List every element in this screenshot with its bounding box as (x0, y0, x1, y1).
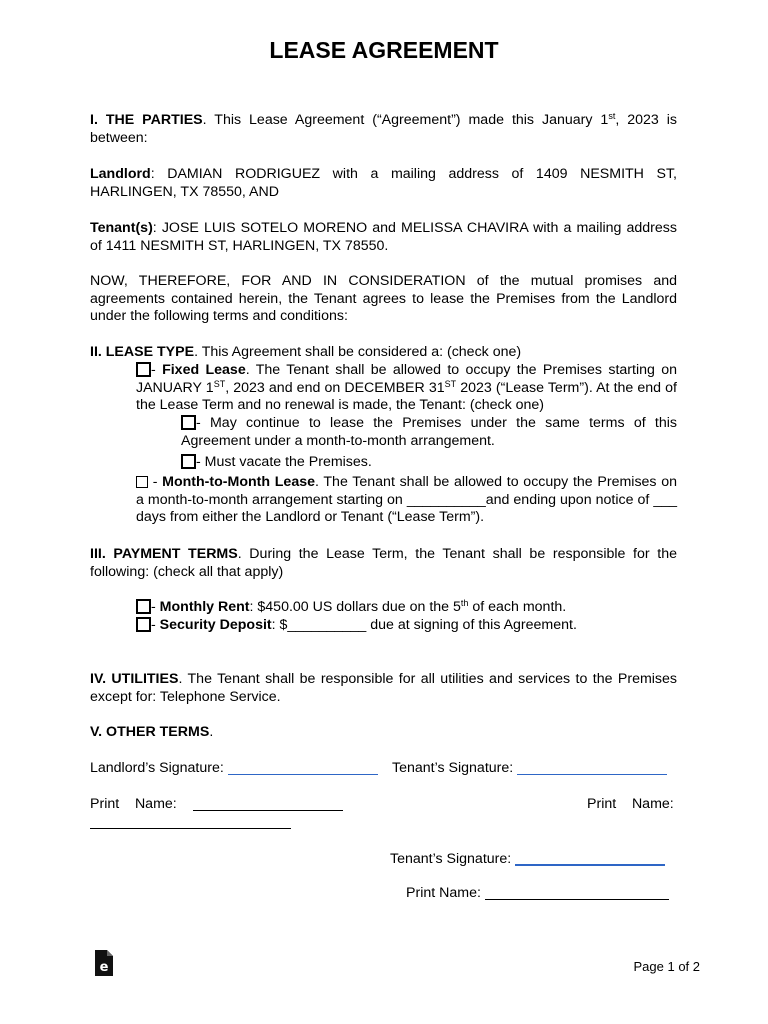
payment-paragraph (90, 546, 677, 581)
tenant-print-name-label: Print Name: (587, 796, 674, 812)
tenant-signature-field[interactable] (517, 760, 667, 775)
parties-text-1: . This Lease Agreement (“Agreement”) made this January 1 (202, 112, 609, 128)
month-lease-paragraph (136, 474, 677, 527)
option-continue-checkbox[interactable] (181, 415, 196, 430)
monthly-rent-checkbox[interactable] (136, 599, 151, 614)
landlord-text: : DAMIAN RODRIGUEZ with a mailing address of 1409 NESMITH ST, HARLINGEN, TX 78550, AND (90, 166, 677, 200)
landlord-signature-field[interactable] (228, 760, 378, 775)
consideration-paragraph: NOW, THEREFORE, FOR AND IN CONSIDERATION of the mutual promises and agreements contained herein, the Tenant agrees to lease the Premises from the Landlord under the following terms and conditions: (90, 273, 677, 324)
tenant-signature-2-field[interactable] (515, 850, 665, 866)
option-vacate-paragraph (181, 454, 677, 472)
fixed-lease-label: Fixed Lease (162, 362, 246, 378)
security-deposit-label: Security Deposit (159, 617, 272, 633)
security-deposit-line: - Security Deposit: $__________ due at signing of this Agreement. (136, 617, 577, 635)
parties-sup: st (608, 111, 616, 121)
landlord-print-name-row (90, 796, 343, 814)
tenants-label: Tenant(s) (90, 220, 153, 236)
monthly-rent-text-2: of each month. (468, 599, 567, 615)
fixed-lease-text-1: . The Tenant shall be allowed to occupy the Premises starting on JANUARY 1 (136, 362, 678, 396)
option-continue-paragraph (181, 415, 677, 450)
parties-heading: I. THE PARTIES (90, 112, 203, 128)
other-terms-period: . (209, 724, 214, 740)
fixed-lease-text-2: , 2023 and end on DECEMBER 31 (225, 379, 445, 396)
monthly-rent-sup: th (460, 598, 469, 608)
security-deposit-text-1: : $ (271, 617, 288, 633)
svg-text:e: e (99, 960, 109, 975)
month-lease-dash: - (148, 474, 163, 490)
document-title: LEASE AGREEMENT (269, 37, 499, 63)
payment-heading: III. PAYMENT TERMS (90, 546, 238, 562)
payment-text: . During the Lease Term, the Tenant shall be responsible for the following: (check all that apply) (90, 546, 677, 580)
security-deposit-checkbox[interactable] (136, 617, 151, 632)
month-lease-label: Month-to-Month Lease (162, 474, 315, 490)
fixed-lease-paragraph (136, 362, 677, 415)
tenants-text: : JOSE LUIS SOTELO MORENO and MELISSA CHAVIRA with a mailing address of 1411 NESMITH ST, HARLINGEN, TX 78550. (90, 220, 677, 254)
landlord-label: Landlord (90, 166, 151, 182)
tenant-print-name-2-field[interactable] (485, 885, 669, 900)
parties-text-2: , 2023 is between: (90, 112, 677, 146)
lease-type-heading: II. LEASE TYPE (90, 344, 195, 360)
monthly-rent-label: Monthly Rent (159, 599, 250, 615)
month-lease-text-3: days from either the Landlord or Tenant (“Lease Term”). (136, 509, 485, 525)
tenant-signature-label: Tenant’s Signature: (392, 760, 514, 776)
tenant-print-name-2-label: Print Name: (406, 885, 481, 901)
utilities-heading: IV. UTILITIES (90, 671, 179, 687)
tenant-print-name-field[interactable] (90, 814, 291, 829)
tenant-signature-2-label: Tenant’s Signature: (390, 851, 512, 867)
tenant-print-name-2-row (406, 885, 669, 903)
lease-type-paragraph (90, 344, 677, 362)
landlord-paragraph (90, 166, 677, 201)
tenants-paragraph (90, 220, 677, 255)
option-vacate-text: - Must vacate the Premises. (196, 454, 372, 470)
tenant-signature-row (392, 760, 667, 778)
fixed-lease-checkbox[interactable] (136, 362, 151, 377)
landlord-signature-row (90, 760, 378, 778)
parties-paragraph (90, 112, 677, 147)
landlord-print-name-label: Print Name: (90, 796, 177, 812)
tenant-signature-2-row (390, 850, 665, 869)
fixed-lease-text-3: 2023 (“Lease Term”). At the end of the Lease Term and no renewal is made, the Tenant: (check one) (136, 379, 677, 413)
month-lease-text-1: . The Tenant shall be allowed to occupy the Premises on a month-to-month arrangement starting on (136, 474, 678, 508)
page-number: Page 1 of 2 (633, 959, 700, 974)
landlord-print-name-field[interactable] (193, 796, 343, 811)
monthly-rent-line: - Monthly Rent: $450.00 US dollars due on the 5th of each month. (136, 599, 566, 617)
utilities-text: . The Tenant shall be responsible for all utilities and services to the Premises except for: Telephone Service. (90, 671, 678, 705)
option-continue-text: - May continue to lease the Premises under the same terms of this Agreement under a month-to-month arrangement. (181, 415, 677, 449)
lease-type-text: . This Agreement shall be considered a: (check one) (194, 344, 522, 360)
fixed-lease-sup-2: ST (444, 378, 457, 389)
eforms-logo-icon (93, 949, 115, 977)
landlord-signature-label: Landlord’s Signature: (90, 760, 224, 776)
monthly-rent-text-1: : $450.00 US dollars due on the 5 (249, 599, 461, 615)
option-vacate-checkbox[interactable] (181, 454, 196, 469)
month-lease-checkbox[interactable] (136, 476, 148, 488)
month-lease-text-2: and ending upon notice of (485, 491, 654, 508)
other-terms-heading: V. OTHER TERMS (90, 724, 210, 740)
other-terms-line (90, 724, 213, 742)
fixed-lease-dash: - (151, 362, 163, 378)
fixed-lease-sup-1: ST (213, 378, 226, 389)
notice-days-blank[interactable]: ___ (653, 491, 677, 508)
utilities-paragraph (90, 671, 677, 706)
security-deposit-blank[interactable]: __________ (287, 617, 367, 633)
month-start-blank[interactable]: __________ (406, 491, 486, 508)
security-deposit-text-2: due at signing of this Agreement. (366, 617, 577, 633)
